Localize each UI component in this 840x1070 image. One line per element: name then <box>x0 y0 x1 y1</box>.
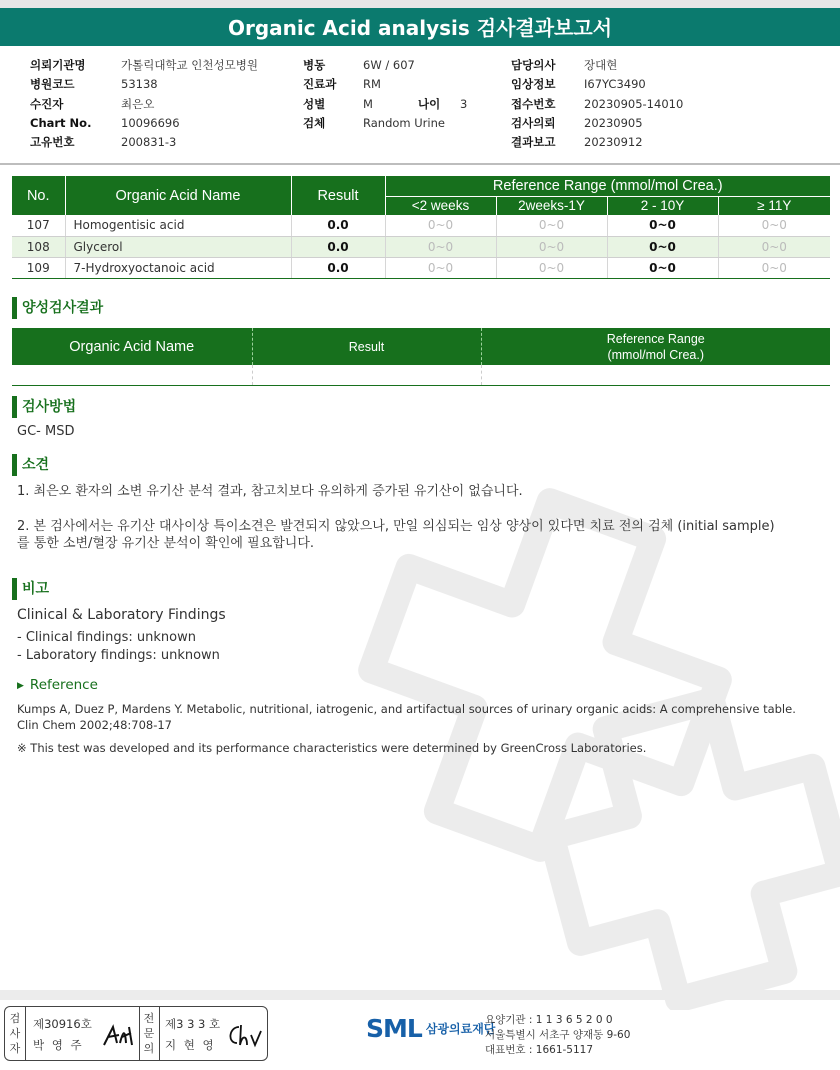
info-value: 20230905-14010 <box>584 96 684 111</box>
reference-heading-text: Reference <box>29 677 98 693</box>
reference-citation: Kumps A, Duez P, Mardens Y. Metabolic, nutritional, iatrogenic, and artifactual sources of urinary organic acids: A comprehensive table. Clin Chem 2002;48:708-17 <box>17 702 796 732</box>
col-header-name: Organic Acid Name <box>12 328 252 365</box>
finding-item-1: 1. 최은오 환자의 소변 유기산 분석 결과, 참고치보다 유의하게 증가된 유기산이 없습니다. <box>17 484 523 499</box>
patient-info-col1 <box>30 56 258 152</box>
laboratory-findings: - Laboratory findings: unknown <box>17 648 220 663</box>
cell-reference-range: 0~0 <box>607 215 718 236</box>
info-value: 53138 <box>121 77 158 92</box>
address: 서울특별시 서초구 양재동 9-60 <box>485 1029 631 1041</box>
info-row <box>30 133 258 152</box>
cell-no: 107 <box>12 215 65 236</box>
info-row <box>303 56 467 75</box>
info-value: 장대현 <box>584 58 618 72</box>
top-border <box>0 0 840 8</box>
info-label: 진료과 <box>303 77 337 92</box>
info-value: 최은오 <box>121 96 155 111</box>
info-label: 의뢰기관명 <box>30 58 86 72</box>
stamp-divider <box>25 1007 26 1060</box>
cell-reference-range: 0~0 <box>496 257 607 278</box>
cell-result: 0.0 <box>291 236 385 257</box>
cell-reference-range: 0~0 <box>607 257 718 278</box>
cell-result: 0.0 <box>291 215 385 236</box>
info-value: 10096696 <box>121 115 180 130</box>
reference-heading <box>17 677 98 693</box>
info-label: 성별 <box>303 96 326 111</box>
info-label: 검체 <box>303 115 326 130</box>
cell-reference-range: 0~0 <box>496 215 607 236</box>
info-label: 결과보고 <box>511 135 556 150</box>
info-label: 검사의뢰 <box>511 115 556 130</box>
cell-result: 0.0 <box>291 257 385 278</box>
info-row <box>30 75 258 94</box>
findings-heading: 소견 <box>12 454 49 476</box>
info-label: 임상정보 <box>511 77 556 92</box>
sml-logo-name: 삼광의료재단 <box>425 1022 496 1036</box>
age-value: 3 <box>460 96 468 111</box>
clinical-findings: - Clinical findings: unknown <box>17 630 196 645</box>
info-row <box>303 114 467 133</box>
triangle-bullet-icon: ▶ <box>17 681 24 691</box>
cell-reference-range: 0~0 <box>718 236 830 257</box>
col-header-result: Result <box>252 328 481 365</box>
info-value: 20230905 <box>584 115 643 130</box>
stamp-divider <box>159 1007 160 1060</box>
info-row <box>511 75 683 94</box>
info-label: Chart No. <box>30 115 92 130</box>
col-header-ref-age: 2 - 10Y <box>607 196 718 215</box>
cell-reference-range: 0~0 <box>496 236 607 257</box>
report-title: Organic Acid analysis 검사결과보고서 <box>0 8 840 46</box>
doctor-name: 지 현 영 <box>165 1038 216 1052</box>
doctor-label: 전문의 <box>143 1012 155 1055</box>
remarks-title: Clinical & Laboratory Findings <box>17 607 226 623</box>
info-value: 6W / 607 <box>363 58 415 72</box>
cell-reference-range: 0~0 <box>385 236 496 257</box>
care-code: 요양기관 : 1 1 3 6 5 2 0 0 <box>485 1014 613 1026</box>
cell-reference-range: 0~0 <box>718 257 830 278</box>
info-row <box>30 56 258 75</box>
cell-reference-range: 0~0 <box>385 215 496 236</box>
info-row <box>511 95 683 114</box>
tester-license: 제30916호 <box>33 1017 92 1031</box>
patient-info-col3 <box>511 56 683 152</box>
info-label: 병동 <box>303 58 326 72</box>
cell-acid-name: Homogentisic acid <box>65 215 291 236</box>
method-text: GC- MSD <box>17 424 75 439</box>
info-label: 접수번호 <box>511 96 556 111</box>
cell-acid-name: 7-Hydroxyoctanoic acid <box>65 257 291 278</box>
header-divider <box>0 163 840 165</box>
sml-logo-mark: SML <box>366 1014 422 1043</box>
table-row <box>12 257 830 278</box>
cell-reference-range: 0~0 <box>385 257 496 278</box>
info-value: 가톨릭대학교 인천성모병원 <box>121 58 258 72</box>
table-row <box>12 236 830 257</box>
info-value: Random Urine <box>363 115 445 130</box>
tester-signature-icon <box>101 1023 135 1049</box>
cell-no: 109 <box>12 257 65 278</box>
age-label: 나이 <box>418 96 441 111</box>
organization-info <box>485 1013 630 1058</box>
info-label: 병원코드 <box>30 77 75 92</box>
info-row <box>511 56 683 75</box>
results-table <box>12 176 830 279</box>
positive-results-table <box>12 328 830 386</box>
test-note: ※ This test was developed and its performance characteristics were determined by GreenCross Laboratories. <box>17 741 647 755</box>
stamp-divider <box>139 1007 140 1060</box>
cell-acid-name: Glycerol <box>65 236 291 257</box>
footer-band <box>0 990 840 1000</box>
doctor-signature-icon <box>225 1021 263 1049</box>
tester-label: 검사자 <box>9 1012 21 1055</box>
empty-row <box>12 365 830 385</box>
info-value: M <box>363 96 373 111</box>
info-value: RM <box>363 77 381 92</box>
col-header-no: No. <box>12 176 65 215</box>
info-label: 수진자 <box>30 96 64 111</box>
info-value: 200831-3 <box>121 135 177 150</box>
info-row <box>511 133 683 152</box>
info-value: I67YC3490 <box>584 77 646 92</box>
ref-range-unit: (mmol/mol Crea.) <box>607 347 705 362</box>
patient-info-col2 <box>303 56 467 133</box>
col-header-ref-age: 2weeks-1Y <box>496 196 607 215</box>
doctor-license: 제3 3 3 호 <box>165 1017 221 1031</box>
cell-reference-range: 0~0 <box>718 215 830 236</box>
remarks-heading: 비고 <box>12 578 49 600</box>
info-row <box>303 95 467 114</box>
info-row <box>30 114 258 133</box>
col-header-ref-age: <2 weeks <box>385 196 496 215</box>
ref-range-line: Reference Range <box>606 331 705 346</box>
col-header-reference-range <box>481 328 830 365</box>
cell-no: 108 <box>12 236 65 257</box>
tester-name: 박 영 주 <box>33 1038 84 1052</box>
phone: 대표번호 : 1661-5117 <box>485 1044 594 1056</box>
positive-results-heading: 양성검사결과 <box>12 297 103 319</box>
info-row <box>30 95 258 114</box>
col-header-reference-range: Reference Range (mmol/mol Crea.) <box>385 176 830 196</box>
method-heading: 검사방법 <box>12 396 76 418</box>
info-label: 고유번호 <box>30 135 75 150</box>
info-row <box>511 114 683 133</box>
info-row <box>303 75 467 94</box>
col-header-result: Result <box>291 176 385 215</box>
col-header-ref-age: ≥ 11Y <box>718 196 830 215</box>
sml-logo <box>366 1014 495 1043</box>
finding-item-2: 2. 본 검사에서는 유기산 대사이상 특이소견은 발견되지 않았으나, 만일 의심되는 임상 양상이 있다면 치료 전의 검체 (initial sample)를 통한 소변/혈장 유기산 분석이 확인에 필요합니다. <box>17 519 775 551</box>
cell-reference-range: 0~0 <box>607 236 718 257</box>
info-label: 담당의사 <box>511 58 556 72</box>
info-value: 20230912 <box>584 135 643 150</box>
table-row <box>12 215 830 236</box>
signature-stamp <box>4 1006 268 1061</box>
col-header-name: Organic Acid Name <box>65 176 291 215</box>
